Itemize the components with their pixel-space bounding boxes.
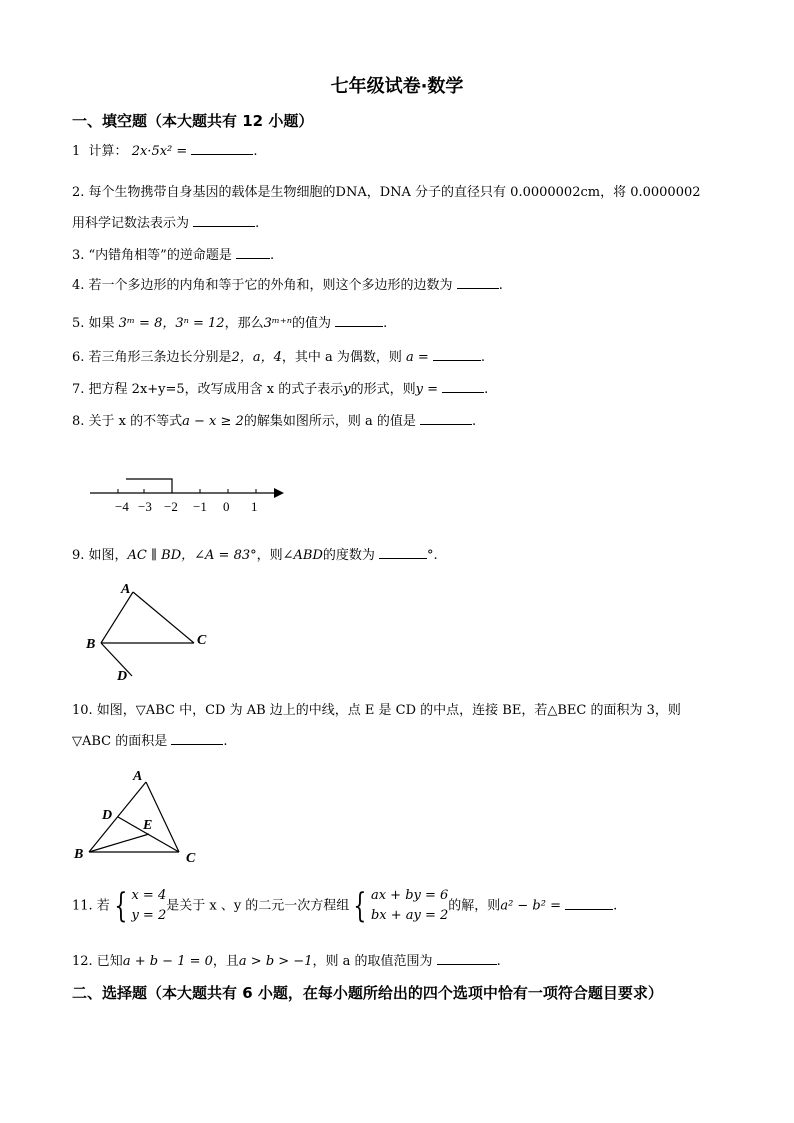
answer-blank[interactable] (437, 950, 497, 965)
tick-label: −3 (138, 499, 152, 514)
question-text: 是关于 x 、y 的二元一次方程组 (166, 898, 350, 914)
question-text: 的值为 (291, 316, 331, 331)
answer-blank[interactable] (191, 140, 253, 155)
triangle-figure-9 (80, 576, 220, 688)
math-expression: AC ∥ BD，∠A = 83° (127, 548, 257, 563)
question-text: 8. 关于 x 的不等式 (72, 414, 183, 429)
question-text: 的解集如图所示，则 a 的值是 (243, 414, 416, 429)
answer-blank[interactable] (236, 244, 270, 259)
equation: y = 2 (131, 908, 167, 923)
number-line-figure (88, 470, 293, 520)
number-line-arrow (274, 488, 284, 498)
question-text: ，其中 a 为偶数，则 (281, 350, 402, 365)
vertex-label-A: A (133, 769, 143, 784)
vertex-label-C: C (197, 633, 207, 648)
triangle-figure-10 (70, 764, 210, 868)
question-text: 用科学记数法表示为 (72, 216, 190, 231)
vertex-label-A: A (121, 582, 131, 597)
question-7: 7. 把方程 2x+y=5，改写成用含 x 的式子表示y的形式，则y = . (72, 378, 732, 401)
math-expression: 3ᵐ = 8，3ⁿ = 12 (118, 316, 225, 331)
tick-label: −4 (115, 499, 129, 514)
vertex-label-B: B (86, 637, 96, 652)
math-expression: a > b > −1 (238, 954, 313, 969)
answer-blank[interactable] (379, 544, 427, 559)
math-expression: 2x·5x² = (131, 144, 188, 159)
question-number: 1 (72, 144, 81, 159)
question-text: ▽ABC 的面积是 (72, 734, 168, 749)
answer-blank[interactable] (171, 730, 223, 745)
answer-blank[interactable] (442, 378, 484, 393)
tick-label: −1 (193, 499, 207, 514)
section-heading-fill-blank: 一、填空题（本大题共有 12 小题） (72, 112, 314, 130)
question-text: 11. 若 (72, 898, 110, 914)
vertex-label-B: B (74, 847, 84, 862)
tick-label: 0 (223, 499, 230, 514)
tick-label: 1 (251, 499, 258, 514)
segment-AC (146, 782, 179, 852)
question-text: ，则 (256, 548, 283, 563)
solution-system (131, 886, 166, 926)
question-text: ，那么 (224, 316, 264, 331)
question-12: 12. 已知a + b − 1 = 0，且a > b > −1，则 a 的取值范围为 . (72, 950, 732, 973)
question-text: 9. 如图， (72, 548, 128, 563)
segment-AB (101, 592, 133, 643)
question-text: 的解，则 (448, 898, 501, 914)
math-expression: 3ᵐ⁺ⁿ (263, 316, 292, 331)
page-title: 七年级试卷·数学 (330, 76, 464, 97)
question-text: 3. “内错角相等”的逆命题是 (72, 248, 232, 263)
math-expression: ∠ABD (282, 548, 323, 563)
question-11: 11. 若 { x = 4 y = 2是关于 x 、y 的二元一次方程组 { ax + by = 6 bx + ay = 2的解，则a² − b² = . (72, 886, 618, 926)
question-text: 6. 若三角形三条边长分别是 (72, 350, 232, 365)
tick-label: −2 (164, 499, 178, 514)
question-5: 5. 如果 3ᵐ = 8，3ⁿ = 12，那么3ᵐ⁺ⁿ的值为 . (72, 312, 732, 335)
answer-blank[interactable] (433, 346, 481, 361)
equation-system (371, 886, 448, 926)
left-brace: { (114, 886, 128, 926)
segment-AB (89, 782, 146, 852)
question-text: 的度数为 (322, 548, 375, 563)
question-text: 7. 把方程 2x+y=5，改写成用含 x 的式子表示 (72, 382, 344, 397)
segment-BE (89, 834, 149, 852)
question-text: 5. 如果 (72, 316, 119, 331)
math-expression: a + b − 1 = 0 (122, 954, 213, 969)
equation: bx + ay = 2 (370, 908, 449, 923)
question-text: 2. 每个生物携带自身基因的载体是生物细胞的DNA，DNA 分子的直径只有 0.0000002cm，将 0.0000002 (72, 185, 701, 200)
math-expression: a² − b² = (500, 898, 561, 914)
left-brace: { (353, 886, 367, 926)
question-text: 10. 如图，▽ABC 中，CD 为 AB 边上的中线，点 E 是 CD 的中点，连接 BE，若△BEC 的面积为 3，则 (72, 703, 681, 718)
math-expression: y = (415, 382, 439, 397)
question-3: 3. “内错角相等”的逆命题是 . (72, 244, 732, 267)
question-text: ，且 (212, 954, 239, 969)
segment-AC (133, 592, 194, 643)
vertex-label-D: D (102, 808, 113, 823)
question-text: 4. 若一个多边形的内角和等于它的外角和，则这个多边形的边数为 (72, 278, 453, 293)
vertex-label-C: C (186, 851, 196, 866)
question-10: 10. 如图，▽ABC 中，CD 为 AB 边上的中线，点 E 是 CD 的中点，连接 BE，若△BEC 的面积为 3，则 ▽ABC 的面积是 . (72, 700, 732, 753)
question-text: 计算： (88, 144, 128, 159)
answer-blank[interactable] (565, 895, 613, 910)
question-2: 2. 每个生物携带自身基因的载体是生物细胞的DNA，DNA 分子的直径只有 0.0000002cm，将 0.0000002 用科学记数法表示为 . (72, 182, 732, 235)
equation: ax + by = 6 (370, 888, 449, 903)
math-expression: y (343, 382, 351, 397)
vertex-label-D: D (117, 669, 128, 684)
question-text: 的形式，则 (350, 382, 416, 397)
question-text: ，则 a 的取值范围为 (312, 954, 433, 969)
answer-blank[interactable] (193, 212, 255, 227)
vertex-label-E: E (143, 818, 153, 833)
math-expression: 2，a，4 (231, 350, 282, 365)
equation: x = 4 (131, 888, 167, 903)
math-expression: a = (406, 350, 429, 365)
solution-set-bracket (126, 479, 172, 493)
degree-unit: °. (427, 548, 438, 563)
question-9 (72, 544, 732, 567)
question-8: 8. 关于 x 的不等式a − x ≥ 2的解集如图所示，则 a 的值是 . (72, 410, 732, 433)
question-6: 6. 若三角形三条边长分别是2，a，4，其中 a 为偶数，则 a = . (72, 346, 732, 369)
answer-blank[interactable] (420, 410, 472, 425)
section-heading-multiple-choice: 二、选择题（本大题共有 6 小题，在每小题所给出的四个选项中恰有一项符合题目要求） (72, 984, 663, 1002)
question-4: 4. 若一个多边形的内角和等于它的外角和，则这个多边形的边数为 . (72, 274, 732, 297)
math-expression: a − x ≥ 2 (182, 414, 244, 429)
question-1: 1 计算： 2x·5x² = . (72, 140, 732, 163)
answer-blank[interactable] (457, 274, 499, 289)
question-text: 12. 已知 (72, 954, 123, 969)
answer-blank[interactable] (335, 312, 383, 327)
